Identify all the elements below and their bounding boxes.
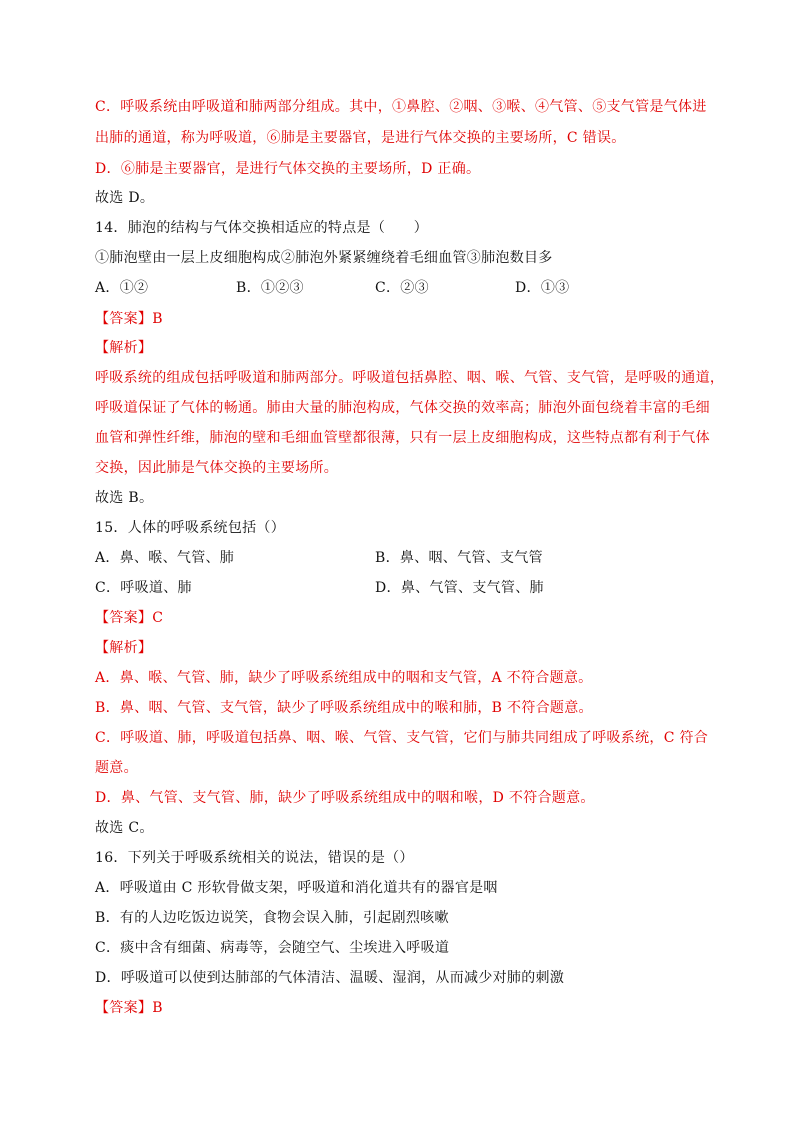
q15-analysis-a: A．鼻、喉、气管、肺，缺少了呼吸系统组成中的咽和支气管，A 不符合题意。 [95, 670, 593, 686]
q16-stem: 16．下列关于呼吸系统相关的说法，错误的是（） [95, 850, 414, 866]
q14-option-d: D．①③ [515, 280, 570, 296]
q15-analysis-c-line2: 题意。 [95, 760, 138, 776]
answer-tag: 【答案】 [95, 311, 153, 327]
q16-answer-value: B [152, 1000, 163, 1016]
q15-analysis-d: D．鼻、气管、支气管、肺，缺少了呼吸系统组成中的咽和喉，D 不符合题意。 [95, 790, 595, 806]
q14-final-choice: 故选 B。 [95, 490, 154, 506]
q16-option-c: C．痰中含有细菌、病毒等，会随空气、尘埃进入呼吸道 [95, 940, 450, 956]
q14-option-a: A．①② [95, 280, 149, 296]
q14-option-c: C．②③ [375, 280, 429, 296]
prev-explanation-d: D．⑥肺是主要器官，是进行气体交换的主要场所，D 正确。 [95, 161, 481, 177]
prev-explanation-c-line1: C．呼吸系统由呼吸道和肺两部分组成。其中，①鼻腔、②咽、③喉、④气管、⑤支气管是气体进 [95, 99, 707, 115]
prev-final-choice: 故选 D。 [95, 190, 155, 206]
q15-analysis-tag: 【解析】 [95, 640, 153, 656]
q15-option-b: B．鼻、咽、气管、支气管 [375, 550, 543, 566]
q15-stem: 15．人体的呼吸系统包括（） [95, 520, 286, 536]
answer-tag: 【答案】 [95, 610, 153, 626]
q15-option-d: D．鼻、气管、支气管、肺 [375, 580, 544, 596]
q14-analysis-line1: 呼吸系统的组成包括呼吸道和肺两部分。呼吸道包括鼻腔、咽、喉、气管、支气管，是呼吸的通道， [95, 370, 725, 386]
q14-stem: 14．肺泡的结构与气体交换相适应的特点是（ ） [95, 220, 429, 236]
q16-option-d: D．呼吸道可以使到达肺部的气体清洁、温暖、湿润，从而减少对肺的刺激 [95, 970, 565, 986]
q14-analysis-line3: 血管和弹性纤维，肺泡的壁和毛细血管壁都很薄，只有一层上皮细胞构成，这些特点都有利于气体 [95, 430, 710, 446]
q14-analysis-tag: 【解析】 [95, 340, 153, 356]
q15-analysis-b: B．鼻、咽、气管、支气管，缺少了呼吸系统组成中的喉和肺，B 不符合题意。 [95, 700, 593, 716]
q14-analysis-line4: 交换，因此肺是气体交换的主要场所。 [95, 460, 339, 476]
prev-explanation-c-line2: 出肺的通道，称为呼吸道，⑥肺是主要器官，是进行气体交换的主要场所，C 错误。 [95, 130, 626, 146]
q14-option-b: B．①②③ [236, 280, 304, 296]
q16-option-a: A．呼吸道由 C 形软骨做支架，呼吸道和消化道共有的器官是咽 [95, 880, 498, 896]
q15-analysis-c-line1: C．呼吸道、肺，呼吸道包括鼻、咽、喉、气管、支气管，它们与肺共同组成了呼吸系统，C 符合 [95, 730, 709, 746]
q14-answer [95, 309, 707, 329]
q15-final-choice: 故选 C。 [95, 820, 154, 836]
q14-statements: ①肺泡壁由一层上皮细胞构成②肺泡外紧紧缠绕着毛细血管③肺泡数目多 [95, 250, 553, 266]
q15-answer [95, 608, 707, 628]
answer-tag: 【答案】 [95, 1000, 153, 1016]
q16-option-b: B．有的人边吃饭边说笑，食物会误入肺，引起剧烈咳嗽 [95, 910, 449, 926]
q15-option-a: A．鼻、喉、气管、肺 [95, 550, 235, 566]
q14-answer-value: B [152, 311, 163, 327]
q15-option-c: C．呼吸道、肺 [95, 580, 192, 596]
q16-answer [95, 998, 707, 1018]
q14-analysis-line2: 呼吸道保证了气体的畅通。肺由大量的肺泡构成，气体交换的效率高；肺泡外面包绕着丰富的毛细 [95, 400, 710, 416]
q15-answer-value: C [152, 610, 164, 626]
